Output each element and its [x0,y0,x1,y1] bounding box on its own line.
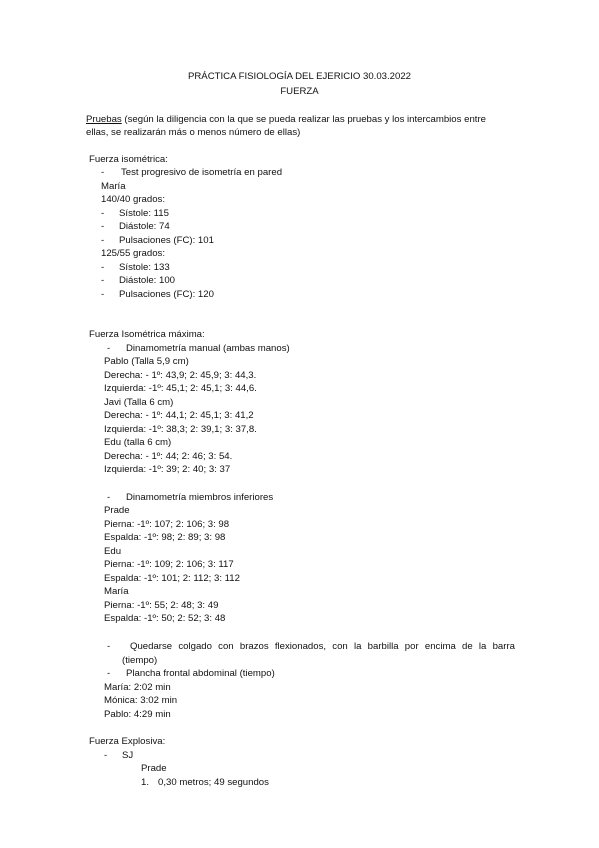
manual-line-3: Izquierda: -1º: 45,1; 2: 45,1; 3: 44,6. [104,383,257,394]
iso-g1-item-1: Sístole: 115 [119,208,169,219]
iso-g1-dash-1: - [101,208,105,219]
manual-line-7: Edu (talla 6 cm) [104,437,172,448]
iso-g1-heading: 140/40 grados: [101,194,166,205]
legs-line-2: Pierna: -1º: 107; 2: 106; 3: 98 [104,519,230,530]
legs-line-7: María [104,586,129,597]
manual-line-1: Pablo (Talla 5,9 cm) [104,356,189,367]
manual-line-5: Derecha: - 1º: 44,1; 2: 45,1; 3: 41,2 [104,410,254,421]
iso-test-dash: - [101,167,105,178]
iso-g1-item-3: Pulsaciones (FC): 101 [119,235,214,246]
isomax-heading: Fuerza Isométrica máxima: [89,329,205,340]
legs-line-8: Pierna: -1º: 55; 2: 48; 3: 49 [104,600,219,611]
manual-line-2: Derecha: - 1º: 43,9; 2: 45,9; 3: 44,3. [104,370,257,381]
legs-line-6: Espalda: -1º: 101; 2: 112; 3: 112 [104,573,240,584]
explosive-heading: Fuerza Explosiva: [89,736,166,747]
iso-g2-dash-1: - [101,262,105,273]
legs-line-3: Espalda: -1º: 98; 2: 89; 3: 98 [104,532,226,543]
isomax-legs-dash: - [107,492,111,503]
isomax-manual-dash: - [107,343,111,354]
hang-line-2: (tiempo) [122,655,158,666]
iso-test: Test progresivo de isometría en pared [121,167,283,178]
iso-g1-dash-2: - [101,221,105,232]
plank-dash: - [107,668,111,679]
isomax-legs: Dinamometría miembros inferiores [126,492,274,503]
explosive-item: 0,30 metros; 49 segundos [158,777,269,788]
iso-g2-heading: 125/55 grados: [101,248,166,259]
plank-line-1: María: 2:02 min [104,682,171,693]
manual-line-9: Izquierda: -1º: 39; 2: 40; 3: 37 [104,464,231,475]
explosive-person: Prade [141,763,167,774]
document-title: PRÁCTICA FISIOLOGÍA DEL EJERICIO 30.03.2022 [187,71,412,82]
iso-person: María [101,181,126,192]
iso-g2-item-1: Sístole: 133 [119,262,170,273]
iso-g1-dash-3: - [101,235,105,246]
plank-line-2: Mónica: 3:02 min [104,695,178,706]
iso-g2-dash-3: - [101,289,105,300]
iso-g2-dash-2: - [101,275,105,286]
legs-line-4: Edu [104,546,122,557]
plank-line-3: Pablo: 4:29 min [104,709,171,720]
manual-line-4: Javi (Talla 6 cm) [104,397,174,408]
intro-label: Pruebas [86,114,122,125]
iso-heading: Fuerza isométrica: [89,154,168,165]
explosive-item-number: 1. [141,777,150,788]
manual-line-8: Derecha: - 1º: 44; 2: 46; 3: 54. [104,451,233,462]
iso-g2-item-2: Diástole: 100 [119,275,175,286]
hang-dash: - [107,641,111,652]
legs-line-1: Prade [104,505,130,516]
explosive-sj-dash: - [104,750,108,761]
iso-g2-item-3: Pulsaciones (FC): 120 [119,289,214,300]
legs-line-5: Pierna: -1º: 109; 2: 106; 3: 117 [104,559,234,570]
isomax-manual: Dinamometría manual (ambas manos) [126,343,290,354]
intro-text-1: (según la diligencia con la que se pueda realizar las pruebas y los intercambios entre [121,114,486,125]
plank: Plancha frontal abdominal (tiempo) [126,668,275,679]
intro-line-1 [86,113,486,126]
manual-line-6: Izquierda: -1º: 38,3; 2: 39,1; 3: 37,8. [104,424,257,435]
intro-text-2: ellas, se realizarán más o menos número de ellas) [86,127,301,138]
hang-line-1: Quedarse colgado con brazos flexionados, con la barbilla por encima de la barra [130,641,515,652]
explosive-sj: SJ [122,750,134,761]
legs-line-9: Espalda: -1º: 50; 2: 52; 3: 48 [104,613,226,624]
iso-g1-item-2: Diástole: 74 [119,221,170,232]
document-subtitle: FUERZA [280,86,319,97]
